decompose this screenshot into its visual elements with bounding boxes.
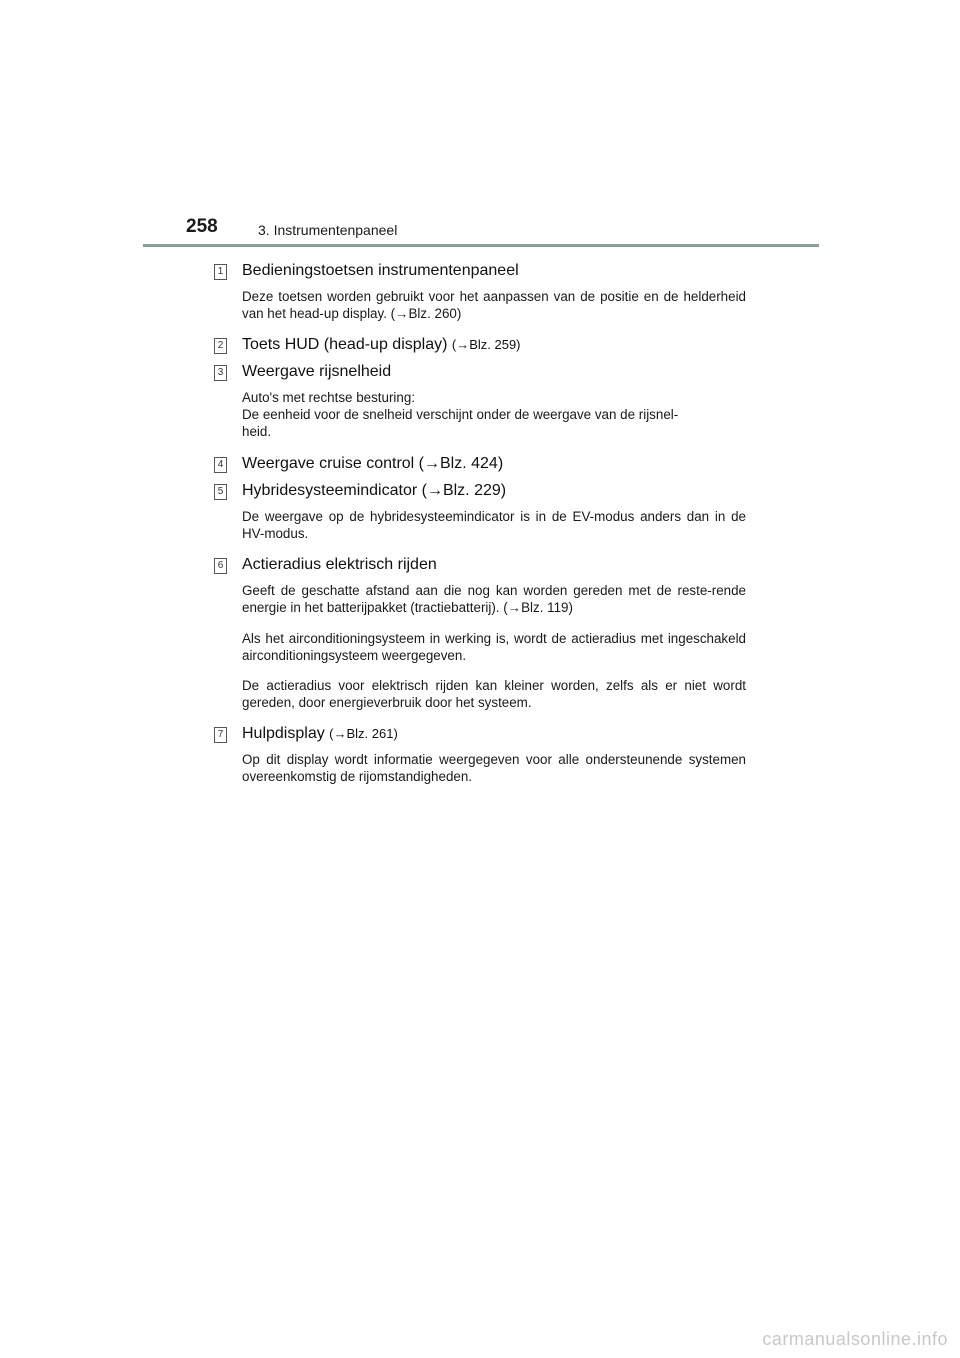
item-title: Weergave cruise control (→Blz. 424) <box>242 454 504 472</box>
item-number-badge: 1 <box>214 264 227 280</box>
item-number-badge: 6 <box>214 558 227 574</box>
list-item-7 <box>214 724 746 785</box>
list-item-2 <box>214 335 746 355</box>
item-description: Op dit display wordt informatie weergegeven voor alle ondersteunende systemen overeenkomstig de rijomstandigheden. <box>242 752 746 785</box>
item-title: Hybridesysteemindicator (→Blz. 229) <box>242 481 507 499</box>
item-title: Hulpdisplay <box>242 725 330 743</box>
item-heading <box>214 362 746 382</box>
item-number-badge: 3 <box>214 365 227 381</box>
watermark: carmanualsonline.info <box>762 1329 948 1349</box>
item-description: De actieradius voor elektrisch rijden kan kleiner worden, zelfs als er niet wordt gereden, door energieverbruik door het systeem. <box>242 677 746 710</box>
item-heading <box>214 555 746 575</box>
header-divider <box>143 244 819 247</box>
item-heading <box>214 335 746 355</box>
item-description: Auto's met rechtse besturing: De eenheid voor de snelheid verschijnt onder de weergave van de rijsnel- heid. <box>242 390 679 440</box>
item-number-badge: 7 <box>214 727 227 743</box>
item-title: Actieradius elektrisch rijden <box>242 556 437 574</box>
item-number-badge: 2 <box>214 338 227 354</box>
chapter-title: 3. Instrumentenpaneel <box>258 222 398 238</box>
item-title: Weergave rijsnelheid <box>242 363 392 381</box>
page-number: 258 <box>186 216 218 237</box>
item-heading <box>214 261 746 281</box>
item-title: Toets HUD (head-up display) <box>242 336 452 354</box>
item-description: Deze toetsen worden gebruikt voor het aanpassen van de positie en de helderheid van het head-up display. (→Blz. 260) <box>242 289 746 321</box>
item-number-badge: 4 <box>214 457 227 473</box>
item-description: De weergave op de hybridesysteemindicator is in de EV-modus anders dan in de HV-modus. <box>242 508 746 541</box>
page-reference: (→Blz. 259) <box>451 337 521 353</box>
item-title: Bedieningstoetsen instrumentenpaneel <box>242 262 519 279</box>
list-item-5 <box>214 481 746 542</box>
list-item-3 <box>214 362 746 440</box>
page-header <box>186 214 820 248</box>
page-reference: (→Blz. 261) <box>329 726 398 742</box>
item-description: Als het airconditioningsysteem in werking is, wordt de actieradius met ingeschakeld airconditioningsysteem weergegeven. <box>242 630 746 663</box>
list-item-1 <box>214 261 746 322</box>
item-heading <box>214 724 746 744</box>
item-list <box>214 254 746 799</box>
list-item-6 <box>214 555 746 711</box>
item-number-badge: 5 <box>214 484 227 500</box>
item-heading <box>214 454 746 474</box>
list-item-4 <box>214 454 746 474</box>
item-description: Geeft de geschatte afstand aan die nog kan worden gereden met de reste-rende energie in het batterijpakket (tractiebatterij). (→Blz. 119) <box>242 583 746 616</box>
item-heading <box>214 481 746 501</box>
